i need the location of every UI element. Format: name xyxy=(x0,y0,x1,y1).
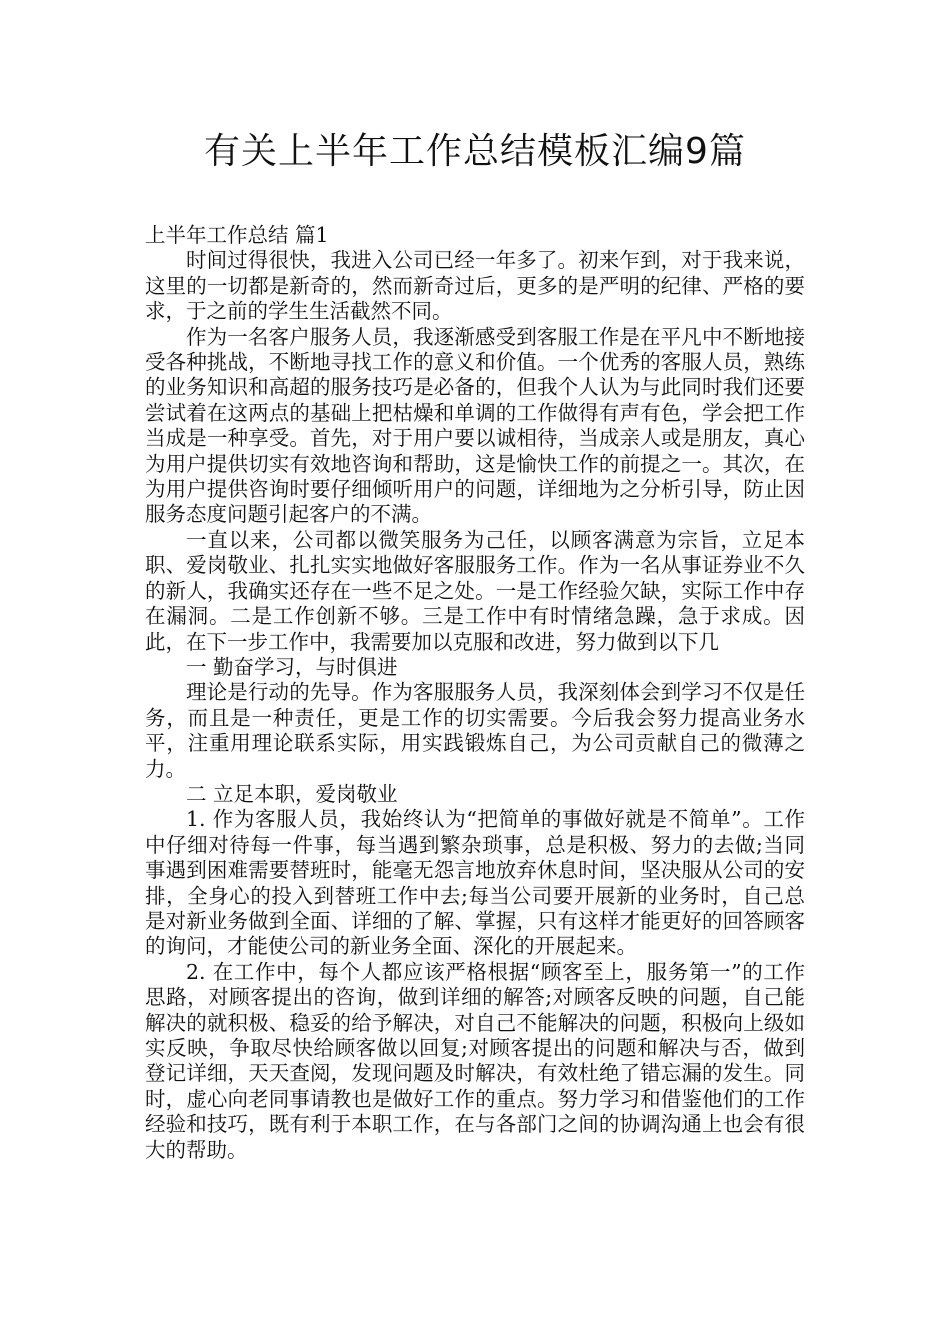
paragraph-1: 时间过得很快，我进入公司已经一年多了。初来乍到，对于我来说，这里的一切都是新奇的，然而新奇过后，更多的是严明的纪律、严格的要求，于之前的学生生活截然不同。 xyxy=(145,248,805,324)
paragraph-4: 理论是行动的先导。作为客服服务人员，我深刻体会到学习不仅是任务，而且是一种责任，更是工作的切实需要。今后我会努力提高业务水平，注重用理论联系实际，用实践锻炼自己，为公司贡献自己的微薄之力。 xyxy=(145,680,805,781)
paragraph-6: 2. 在工作中，每个人都应该严格根据“顾客至上，服务第一”的工作思路，对顾客提出的咨询，做到详细的解答;对顾客反映的问题，自己能解决的就积极、稳妥的给予解决，对自己不能解决的问题，积极向上级如实反映，争取尽快给顾客做以回复;对顾客提出的问题和解决与否，做到登记详细，天天查阅，发现问题及时解决，有效杜绝了错忘漏的发生。同时，虚心向老同事请教也是做好工作的重点。努力学习和借鉴他们的工作经验和技巧，既有利于本职工作，在与各部门之间的协调沟通上也会有很大的帮助。 xyxy=(145,959,805,1162)
paragraph-3: 一直以来，公司都以微笑服务为己任，以顾客满意为宗旨，立足本职、爱岗敬业、扎扎实实地做好客服服务工作。作为一名从事证券业不久的新人，我确实还存在一些不足之处。一是工作经验欠缺，实际工作中存在漏洞。二是工作创新不够。三是工作中有时情绪急躁，急于求成。因此，在下一步工作中，我需要加以克服和改进，努力做到以下几 xyxy=(145,527,805,654)
document-body xyxy=(145,223,805,1163)
paragraph-5: 1. 作为客服人员，我始终认为“把简单的事做好就是不简单”。工作中仔细对待每一件事，每当遇到繁杂琐事，总是积极、努力的去做;当同事遇到困难需要替班时，能毫无怨言地放弃休息时间，坚决服从公司的安排，全身心的投入到替班工作中去;每当公司要开展新的业务时，自己总是对新业务做到全面、详细的了解、掌握，只有这样才能更好的回答顾客的询问，才能使公司的新业务全面、深化的开展起来。 xyxy=(145,807,805,959)
subheading-1: 一 勤奋学习，与时俱进 xyxy=(186,654,398,679)
document-title: 有关上半年工作总结模板汇编9篇 xyxy=(204,131,746,172)
subheading-2: 二 立足本职，爱岗敬业 xyxy=(186,781,398,806)
section-heading: 上半年工作总结 篇1 xyxy=(145,223,329,247)
paragraph-2: 作为一名客户服务人员，我逐渐感受到客服工作是在平凡中不断地接受各种挑战，不断地寻找工作的意义和价值。一个优秀的客服人员，熟练的业务知识和高超的服务技巧是必备的，但我个人认为与此同时我们还要尝试着在这两点的基础上把枯燥和单调的工作做得有声有色，学会把工作当成是一种享受。首先，对于用户要以诚相待，当成亲人或是朋友，真心为用户提供切实有效地咨询和帮助，这是愉快工作的前提之一。其次，在为用户提供咨询时要仔细倾听用户的问题，详细地为之分析引导，防止因服务态度问题引起客户的不满。 xyxy=(145,324,805,527)
